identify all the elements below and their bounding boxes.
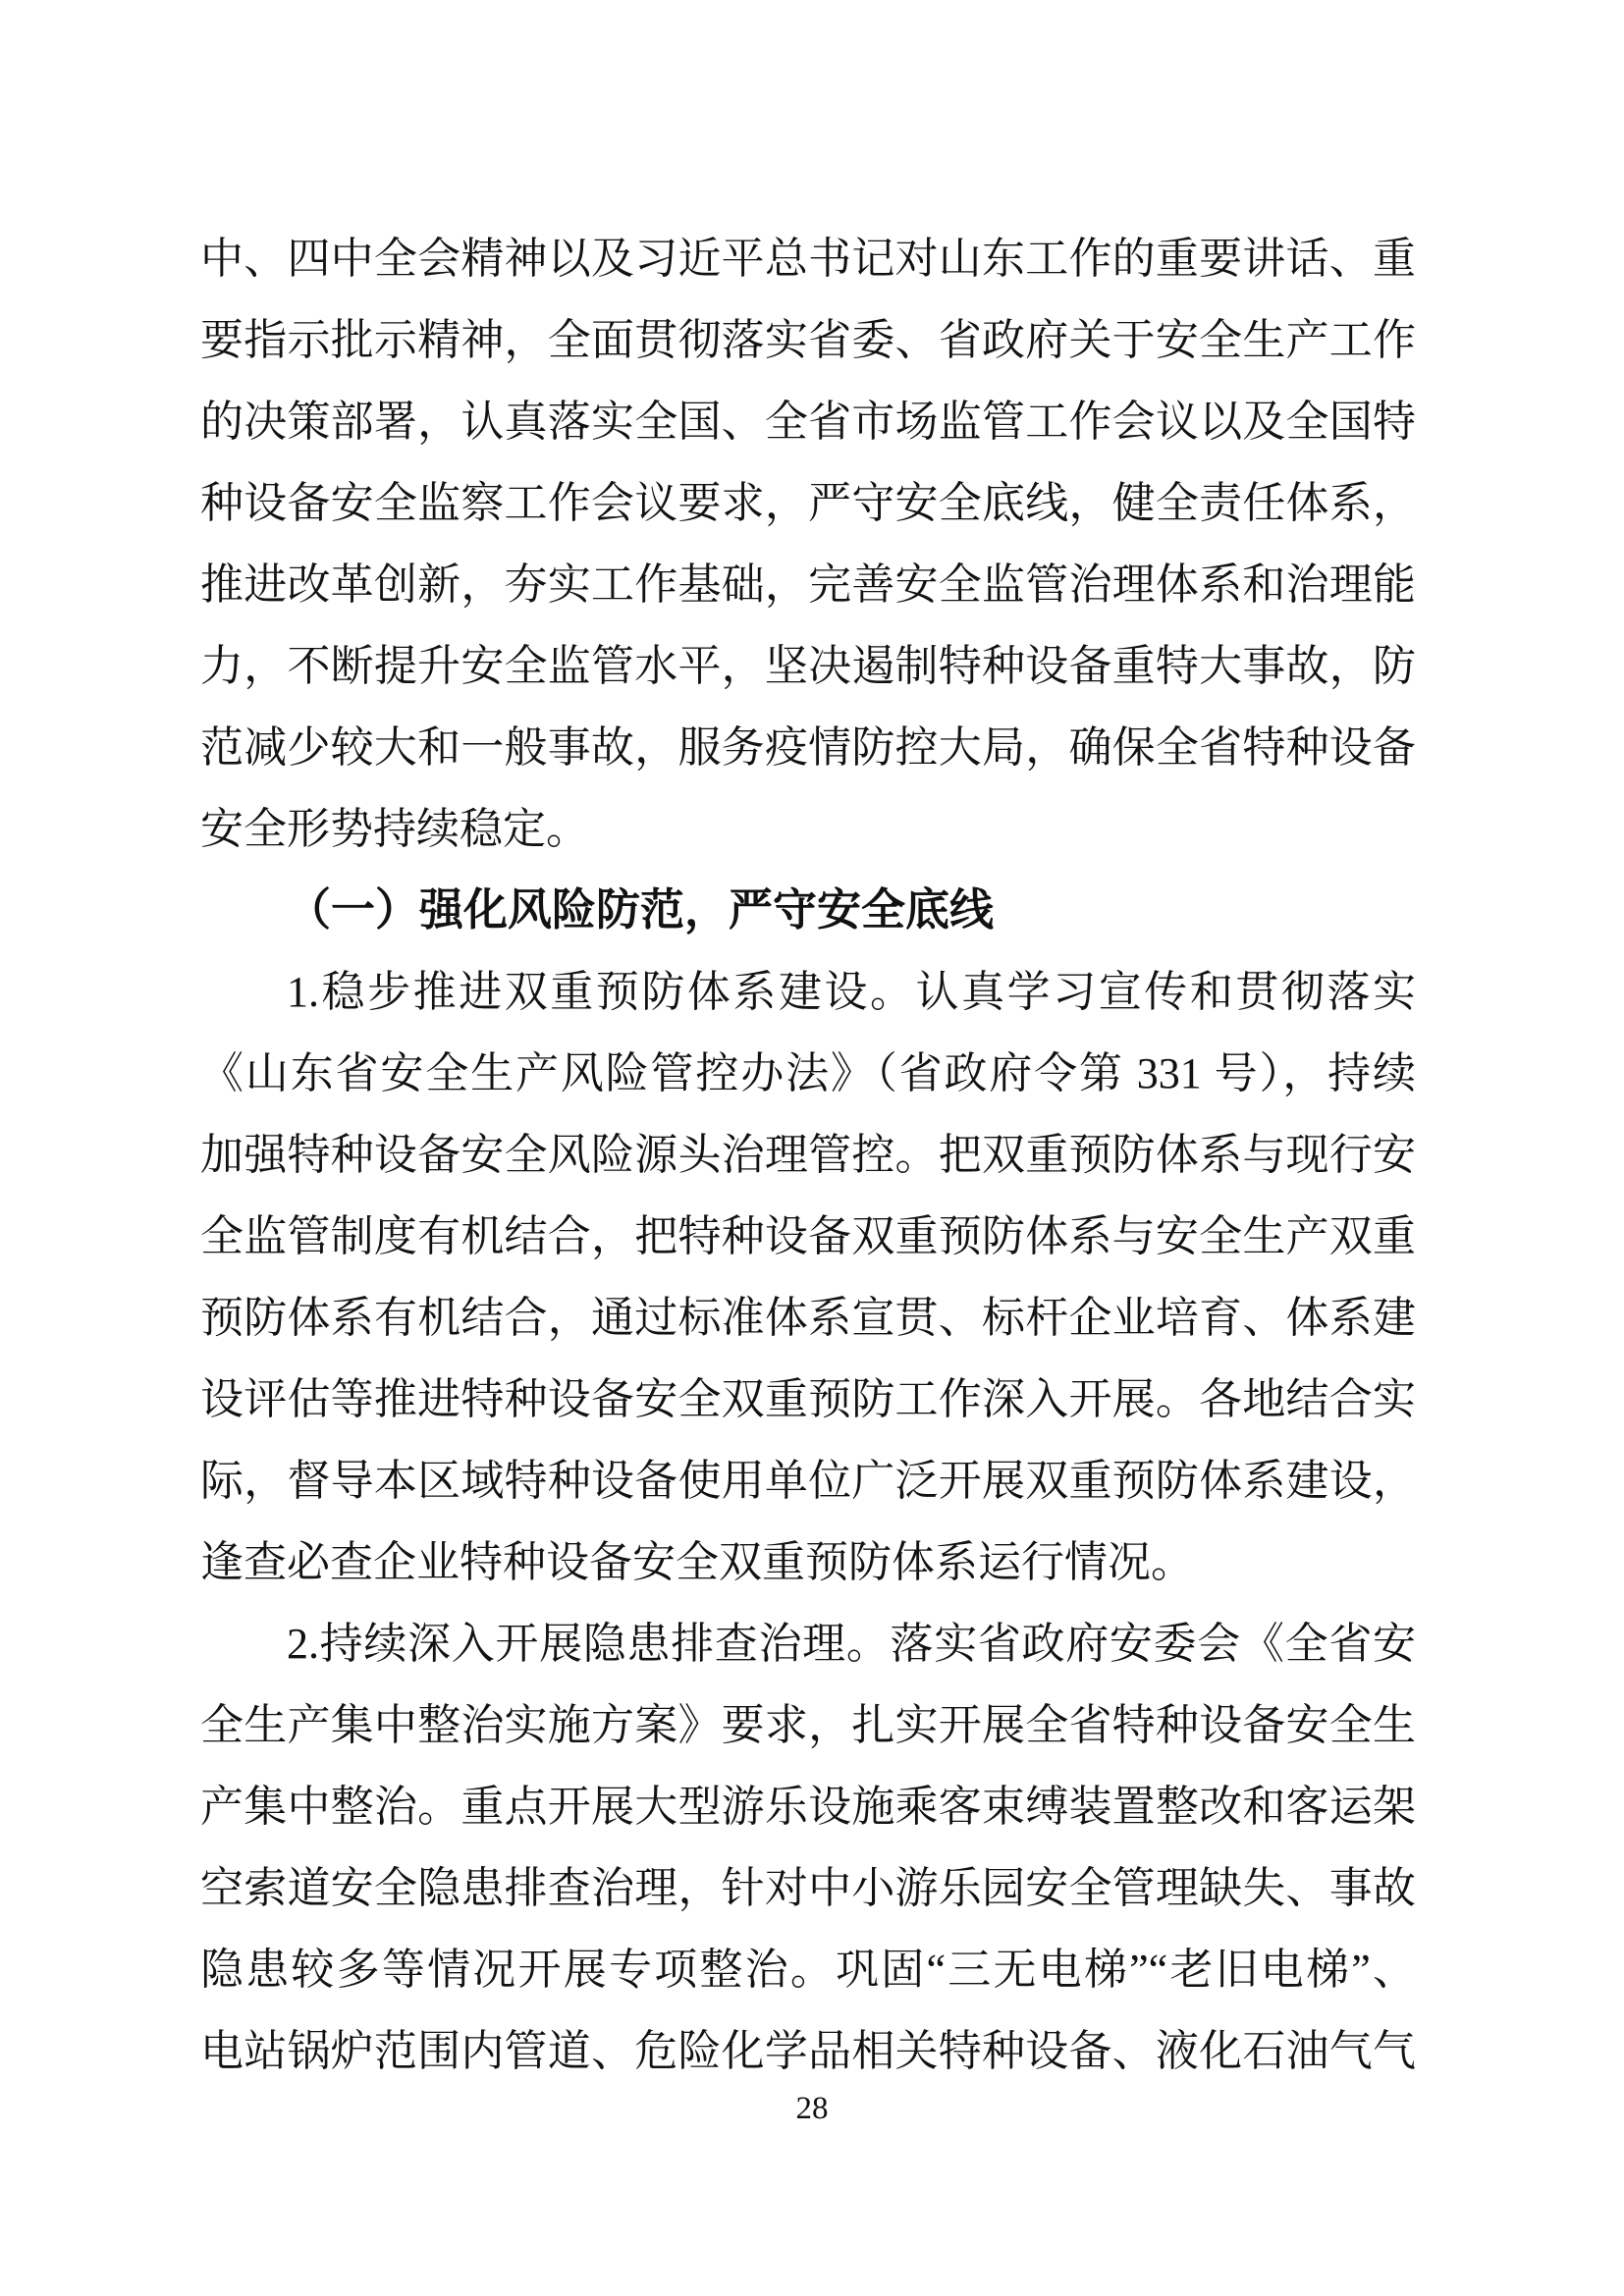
text-line: 力，不断提升安全监管水平，坚决遏制特种设备重特大事故，防 xyxy=(200,642,1416,690)
text-line: 电站锅炉范围内管道、危险化学品相关特种设备、液化石油气气 xyxy=(200,2027,1416,2075)
text-line: 全监管制度有机结合，把特种设备双重预防体系与安全生产双重 xyxy=(200,1212,1416,1260)
text-line: 《山东省安全生产风险管控办法》（省政府令第 331 号），持续 xyxy=(200,1049,1416,1097)
text-line: 加强特种设备安全风险源头治理管控。把双重预防体系与现行安 xyxy=(200,1131,1416,1179)
text-line: 隐患较多等情况开展专项整治。巩固“三无电梯”“老旧电梯”、 xyxy=(200,1946,1416,1994)
text-line: 范减少较大和一般事故，服务疫情防控大局，确保全省特种设备 xyxy=(200,723,1416,772)
text-line: 2.持续深入开展隐患排查治理。落实省政府安委会《全省安 xyxy=(287,1620,1416,1668)
text-line: 1.稳步推进双重预防体系建设。认真学习宣传和贯彻落实 xyxy=(287,968,1416,1016)
text-line: 中、四中全会精神以及习近平总书记对山东工作的重要讲话、重 xyxy=(200,235,1416,283)
page-number: 28 xyxy=(795,2091,829,2126)
text-line: 预防体系有机结合，通过标准体系宣贯、标杆企业培育、体系建 xyxy=(200,1294,1416,1342)
text-line: 设评估等推进特种设备安全双重预防工作深入开展。各地结合实 xyxy=(200,1375,1416,1423)
document-body xyxy=(200,218,1416,2092)
text-line: 空索道安全隐患排查治理，针对中小游乐园安全管理缺失、事故 xyxy=(200,1864,1416,1912)
text-line: 种设备安全监察工作会议要求，严守安全底线，健全责任体系， xyxy=(200,479,1416,527)
text-line: 安全形势持续稳定。 xyxy=(200,805,589,853)
text-line: 推进改革创新，夯实工作基础，完善安全监管治理体系和治理能 xyxy=(200,561,1416,609)
text-line: 的决策部署，认真落实全国、全省市场监管工作会议以及全国特 xyxy=(200,398,1416,446)
text-line: 全生产集中整治实施方案》要求，扎实开展全省特种设备安全生 xyxy=(200,1701,1416,1749)
text-line: 逢查必查企业特种设备安全双重预防体系运行情况。 xyxy=(200,1538,1194,1586)
text-line: 产集中整治。重点开展大型游乐设施乘客束缚装置整改和客运架 xyxy=(200,1783,1416,1831)
text-line: 际，督导本区域特种设备使用单位广泛开展双重预防体系建设， xyxy=(200,1457,1416,1505)
section-heading: （一）强化风险防范，严守安全底线 xyxy=(287,885,995,934)
text-line: 要指示批示精神，全面贯彻落实省委、省政府关于安全生产工作 xyxy=(200,316,1416,364)
